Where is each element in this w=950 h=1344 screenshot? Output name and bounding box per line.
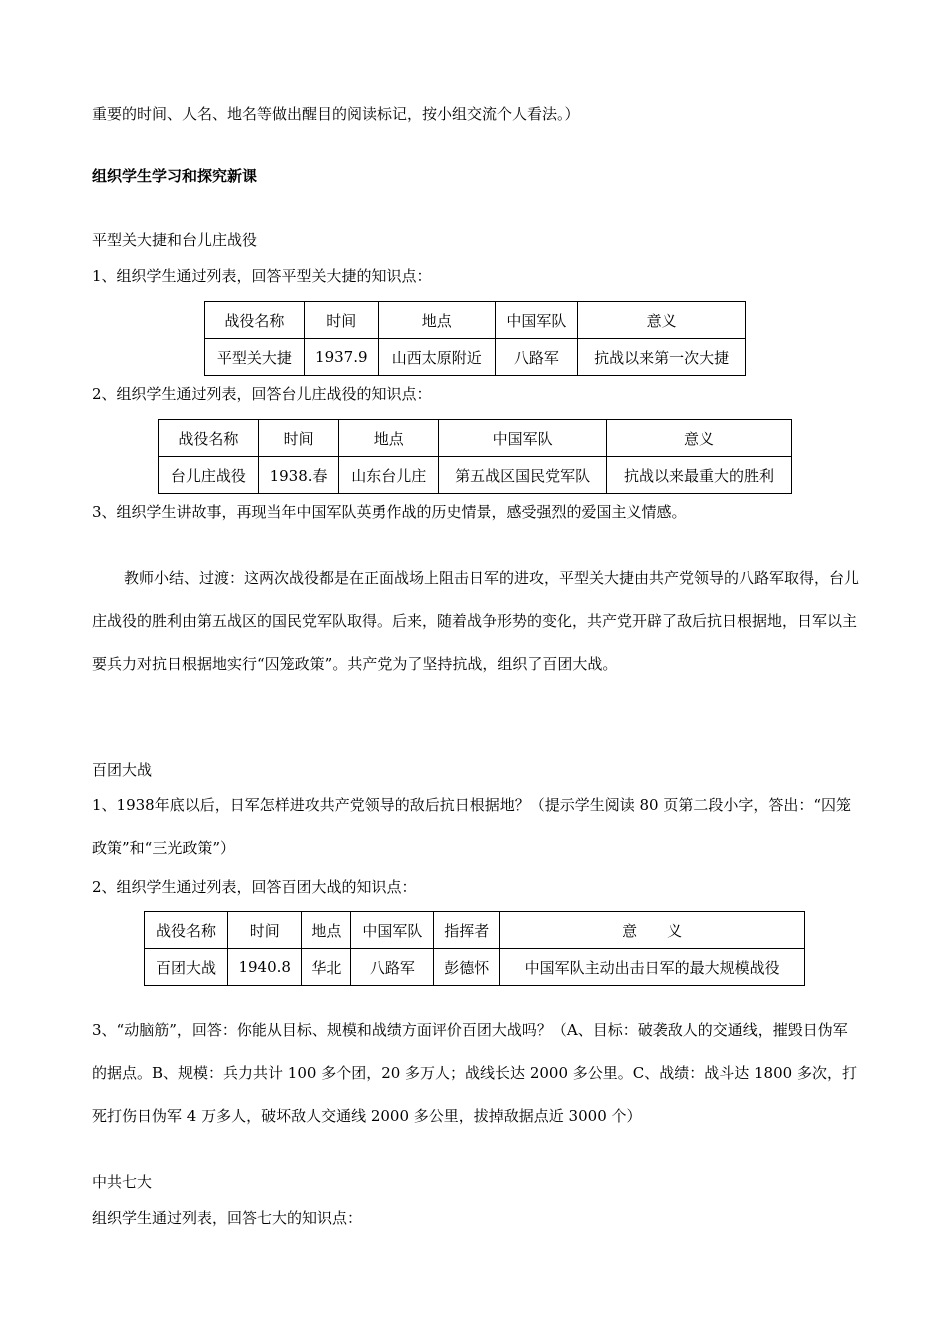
part2-question-3: 3、“动脑筋”，回答：你能从目标、规模和战绩方面评价百团大战吗？（A、目标：破袭敌人的交通线，摧毁日伪军的据点。B、规模：兵力共计 100 多个团，20 多万人；战线长达 2000 多公里。C、战绩：战斗达 1800 多次，打死打伤日伪军 4 万多人，破坏敌人交通线 2000 多公里，拔掉敌据点近 3000 个） [92,1021,857,1125]
part1-question-1: 1、组织学生通过列表，回答平型关大捷的知识点： [92,267,432,285]
table-cell: 台儿庄战役 [159,457,259,494]
table-header-cell: 时间 [228,912,302,949]
table-cell: 八路军 [351,949,434,986]
table-row [159,457,792,494]
taierzhuang-table [158,419,792,494]
section-heading: 组织学生学习和探究新课 [92,167,258,185]
table-header-cell: 意 义 [500,912,805,949]
table-cell: 八路军 [495,339,578,376]
pingxingguan-table [204,301,746,376]
table-header-cell: 指挥者 [434,912,500,949]
table-cell: 平型关大捷 [205,339,305,376]
table-row [205,339,746,376]
table-cell: 山东台儿庄 [339,457,439,494]
part1-question-3: 3、组织学生讲故事，再现当年中国军队英勇作战的历史情景，感受强烈的爱国主义情感。 [92,503,687,521]
table-header-cell: 战役名称 [145,912,228,949]
table-header-cell: 中国军队 [351,912,434,949]
table-header-cell: 战役名称 [205,302,305,339]
table-header-cell: 中国军队 [495,302,578,339]
intro-line: 重要的时间、人名、地名等做出醒目的阅读标记，按小组交流个人看法。） [92,105,580,123]
table-cell: 1940.8 [228,949,302,986]
table-cell: 抗战以来最重大的胜利 [607,457,792,494]
part1-title: 平型关大捷和台儿庄战役 [92,231,258,249]
baituan-table [144,911,805,986]
part2-title: 百团大战 [92,761,153,779]
table-header-cell: 意义 [578,302,746,339]
part3-question-1: 组织学生通过列表，回答七大的知识点： [92,1209,363,1227]
table-cell: 抗战以来第一次大捷 [578,339,746,376]
table-cell: 华北 [302,949,351,986]
table-header-row [205,302,746,339]
table-header-row [145,912,805,949]
table-cell: 第五战区国民党军队 [439,457,607,494]
table-header-row [159,420,792,457]
table-cell: 百团大战 [145,949,228,986]
table-header-cell: 地点 [378,302,495,339]
table-header-cell: 地点 [302,912,351,949]
part2-question-2: 2、组织学生通过列表，回答百团大战的知识点： [92,878,417,896]
table-cell: 彭德怀 [434,949,500,986]
table-cell: 1937.9 [304,339,378,376]
table-cell: 中国军队主动出击日军的最大规模战役 [500,949,805,986]
table-row [145,949,805,986]
table-header-cell: 战役名称 [159,420,259,457]
table-header-cell: 时间 [304,302,378,339]
part1-question-2: 2、组织学生通过列表，回答台儿庄战役的知识点： [92,385,432,403]
teacher-summary: 教师小结、过渡：这两次战役都是在正面战场上阻击日军的进攻，平型关大捷由共产党领导的八路军取得，台儿庄战役的胜利由第五战区的国民党军队取得。后来，随着战争形势的变化，共产党开辟了敌后抗日根据地，日军以主要兵力对抗日根据地实行“囚笼政策”。共产党为了坚持抗战，组织了百团大战。 [92,569,860,673]
table-header-cell: 意义 [607,420,792,457]
part2-question-1: 1、1938年底以后，日军怎样进攻共产党领导的敌后抗日根据地？（提示学生阅读 80 页第二段小字，答出：“囚笼政策”和“三光政策”） [92,796,852,857]
table-header-cell: 中国军队 [439,420,607,457]
table-header-cell: 时间 [258,420,338,457]
part3-title: 中共七大 [92,1173,153,1191]
table-cell: 1938.春 [258,457,338,494]
table-cell: 山西太原附近 [378,339,495,376]
table-header-cell: 地点 [339,420,439,457]
